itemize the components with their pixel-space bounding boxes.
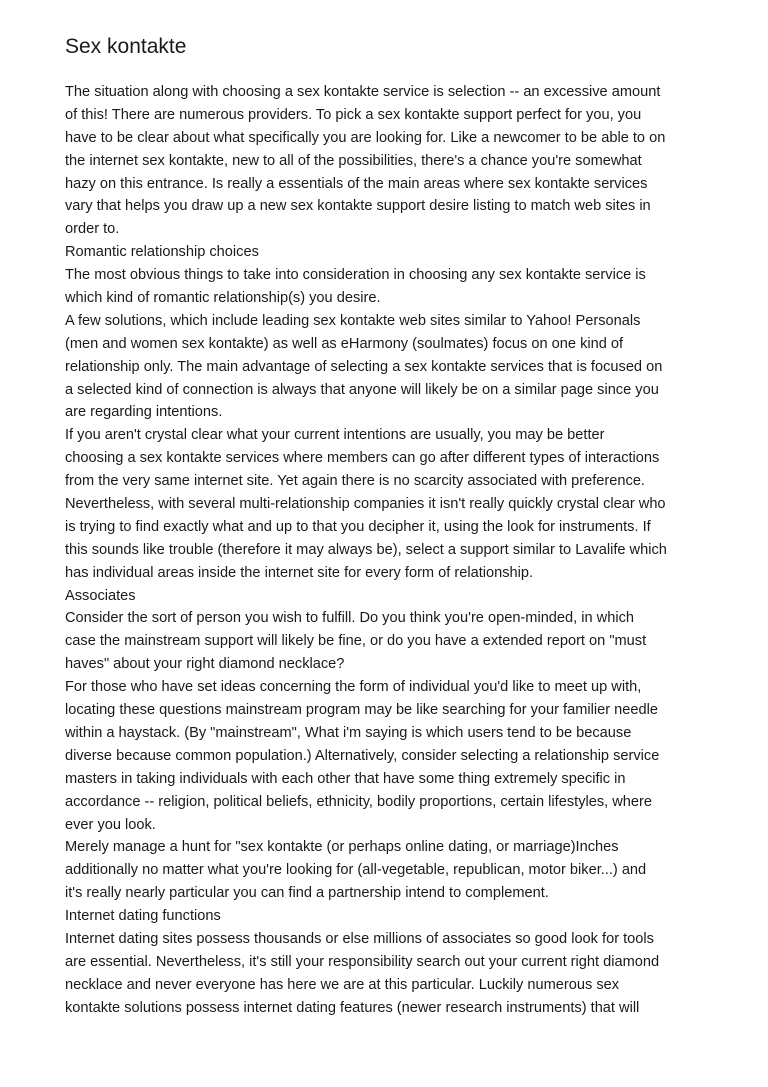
text-line: are regarding intentions. — [65, 404, 223, 421]
text-line: from the very same internet site. Yet again there is no scarcity associated with preference. — [65, 473, 645, 490]
text-line: ever you look. — [65, 816, 156, 833]
text-line: Associates — [65, 587, 136, 604]
text-line: necklace and never everyone has here we are at this particular. Luckily numerous sex — [65, 976, 620, 993]
text-line: hazy on this entrance. Is really a essentials of the main areas where sex kontakte services — [65, 175, 648, 192]
text-line: case the mainstream support will likely be fine, or do you have a extended report on "must — [65, 633, 647, 650]
text-line: The most obvious things to take into consideration in choosing any sex kontakte service is — [65, 267, 646, 284]
text-line: kontakte solutions possess internet dating features (newer research instruments) that will — [65, 999, 640, 1016]
document-body — [65, 81, 715, 1020]
text-line: vary that helps you draw up a new sex kontakte support desire listing to match web sites in — [65, 198, 651, 215]
text-line: accordance -- religion, political beliefs, ethnicity, bodily proportions, certain lifestyles, where — [65, 793, 652, 810]
text-line: Consider the sort of person you wish to fulfill. Do you think you're open-minded, in which — [65, 610, 634, 627]
text-line: are essential. Nevertheless, it's still your responsibility search out your current right diamond — [65, 953, 660, 970]
text-line: the internet sex kontakte, new to all of the possibilities, there's a chance you're somewhat — [65, 152, 642, 169]
text-line: The situation along with choosing a sex kontakte service is selection -- an excessive amount — [65, 84, 661, 100]
text-line: haves" about your right diamond necklace? — [65, 656, 345, 673]
text-line: Internet dating functions — [65, 908, 221, 925]
text-line: A few solutions, which include leading sex kontakte web sites similar to Yahoo! Personals — [65, 312, 641, 329]
text-line: Romantic relationship choices — [65, 244, 259, 261]
text-line: (men and women sex kontakte) as well as eHarmony (soulmates) focus on one kind of — [65, 335, 624, 352]
text-line: has individual areas inside the internet site for every form of relationship. — [65, 564, 534, 581]
text-line: a selected kind of connection is always that anyone will likely be on a similar page since you — [65, 381, 659, 398]
text-line: Nevertheless, with several multi-relationship companies it isn't really quickly crystal clear who — [65, 496, 666, 513]
text-line: is trying to find exactly what and up to that you decipher it, using the look for instruments. If — [65, 518, 651, 535]
document-page — [65, 30, 715, 1020]
text-line: If you aren't crystal clear what your current intentions are usually, you may be better — [65, 427, 605, 444]
text-line: masters in taking individuals with each other that have some thing extremely specific in — [65, 770, 626, 787]
text-line: locating these questions mainstream program may be like searching for your familier needle — [65, 702, 658, 719]
text-line: of this! There are numerous providers. To pick a sex kontakte support perfect for you, you — [65, 106, 642, 123]
document-title: Sex kontakte — [65, 35, 187, 58]
text-line: this sounds like trouble (therefore it may always be), select a support similar to Lavalife which — [65, 541, 667, 558]
text-line: additionally no matter what you're looking for (all-vegetable, republican, motor biker...) and — [65, 862, 647, 879]
text-line: relationship only. The main advantage of selecting a sex kontakte services that is focused on — [65, 358, 663, 375]
text-line: diverse because common population.) Alternatively, consider selecting a relationship service — [65, 747, 660, 764]
text-line: Merely manage a hunt for "sex kontakte (or perhaps online dating, or marriage)Inches — [65, 839, 619, 856]
text-line: choosing a sex kontakte services where members can go after different types of interactions — [65, 450, 660, 467]
text-line: Internet dating sites possess thousands or else millions of associates so good look for tools — [65, 930, 654, 947]
text-line: it's really nearly particular you can find a partnership intend to complement. — [65, 885, 549, 902]
text-line: which kind of romantic relationship(s) you desire. — [65, 290, 381, 307]
text-line: within a haystack. (By "mainstream", What i'm saying is which users tend to be because — [65, 724, 632, 741]
text-line: order to. — [65, 221, 120, 238]
text-line: For those who have set ideas concerning the form of individual you'd like to meet up with, — [65, 679, 642, 696]
text-line: have to be clear about what specifically you are looking for. Like a newcomer to be able to on — [65, 129, 666, 146]
